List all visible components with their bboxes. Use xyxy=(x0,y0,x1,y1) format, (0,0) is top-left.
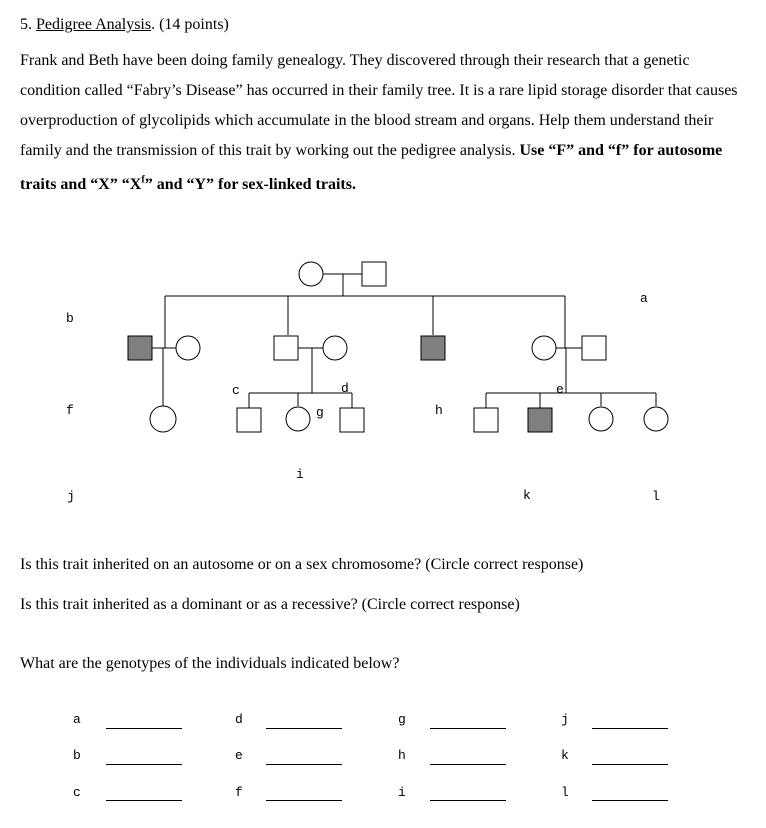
intro-text: Frank and Beth have been doing family genealogy. They discovered through their research that a genetic condition called “Fabry’s Disease” has occurred in their family tree. It is a rare lipid storage disorder that causes overproduction of glycolipids which accumulate in the blood stream and organs. Help them understand their family and the transmission of this trait by working out the pedigree analysis. xyxy=(20,52,738,159)
genotype-blank-f[interactable] xyxy=(266,800,342,801)
label-k: k xyxy=(523,488,531,503)
gen3-female-f xyxy=(150,406,176,432)
gen2-male-2 xyxy=(274,336,298,360)
gen3-male-d xyxy=(340,408,364,432)
genotype-label-d: d xyxy=(235,712,243,727)
question-title-punct: . xyxy=(151,16,156,33)
gen2-female-4 xyxy=(532,336,556,360)
genotype-blank-a[interactable] xyxy=(106,728,182,729)
genotype-label-l: l xyxy=(561,785,569,800)
genotype-label-j: j xyxy=(561,712,569,727)
label-b: b xyxy=(66,311,74,326)
intro-bold-superscript: f xyxy=(141,175,145,186)
gen3-female-4d xyxy=(644,407,668,431)
label-e: e xyxy=(556,382,564,397)
genotype-blank-g[interactable] xyxy=(430,728,506,729)
genotype-blank-l[interactable] xyxy=(592,800,668,801)
gen1-father xyxy=(362,262,386,286)
gen2-male-spouse-4 xyxy=(582,336,606,360)
gen1-mother xyxy=(299,262,323,286)
intro-bold-part-2: ” and “Y” for sex-linked traits. xyxy=(144,176,356,194)
question-genotypes-prompt: What are the genotypes of the individuals indicated below? xyxy=(20,655,400,672)
genotype-blank-e[interactable] xyxy=(266,764,342,765)
genotype-label-k: k xyxy=(561,748,569,763)
label-g: g xyxy=(316,405,324,420)
label-a: a xyxy=(640,291,648,306)
gen2-female-spouse-2 xyxy=(323,336,347,360)
genotype-label-h: h xyxy=(398,748,406,763)
question-inheritance-chromosome: Is this trait inherited on an autosome or on a sex chromosome? (Circle correct response) xyxy=(20,556,584,573)
label-c: c xyxy=(232,383,240,398)
label-l: l xyxy=(652,489,660,504)
genotype-blank-b[interactable] xyxy=(106,764,182,765)
genotype-blank-d[interactable] xyxy=(266,728,342,729)
question-title-text: Pedigree Analysis xyxy=(36,16,152,33)
question-points: (14 points) xyxy=(159,16,229,33)
genotype-blank-c[interactable] xyxy=(106,800,182,801)
label-i: i xyxy=(296,467,304,482)
genotype-label-g: g xyxy=(398,712,406,727)
gen2-affected-male-b xyxy=(128,336,152,360)
gen3-male-4a xyxy=(474,408,498,432)
genotype-label-c: c xyxy=(73,785,81,800)
label-h: h xyxy=(435,403,443,418)
question-inheritance-dominance: Is this trait inherited as a dominant or as a recessive? (Circle correct response) xyxy=(20,596,520,613)
genotype-blank-h[interactable] xyxy=(430,764,506,765)
label-f: f xyxy=(66,403,74,418)
genotype-label-b: b xyxy=(73,748,81,763)
gen3-affected-male-e xyxy=(528,408,552,432)
gen2-female-spouse-1 xyxy=(176,336,200,360)
question-number: 5. xyxy=(20,16,32,33)
genotype-label-e: e xyxy=(235,748,243,763)
gen2-affected-male-3 xyxy=(421,336,445,360)
genotype-label-a: a xyxy=(73,712,81,727)
genotype-blank-i[interactable] xyxy=(430,800,506,801)
genotype-blank-k[interactable] xyxy=(592,764,668,765)
genotype-blank-j[interactable] xyxy=(592,728,668,729)
gen3-female-4c xyxy=(589,407,613,431)
genotype-label-f: f xyxy=(235,785,243,800)
gen3-male-c xyxy=(237,408,261,432)
label-j: j xyxy=(67,489,75,504)
label-d: d xyxy=(341,381,349,396)
intro-bold-part-1: Use “F” and “f” for autosome traits and “X” “X xyxy=(20,142,723,194)
genotype-label-i: i xyxy=(398,785,406,800)
gen3-female-g xyxy=(286,407,310,431)
